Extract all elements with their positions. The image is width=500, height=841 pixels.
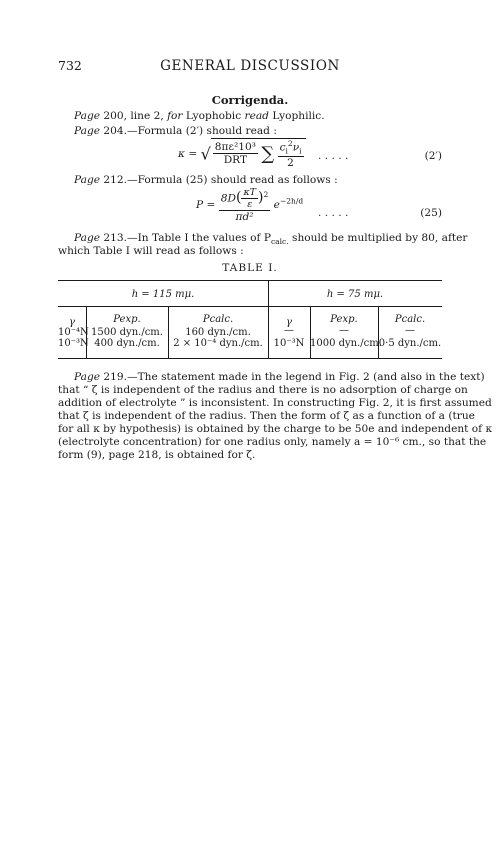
table-col-header: Pcalc. <box>202 314 234 325</box>
formula-lhs: P = <box>196 199 216 211</box>
corrigendum-page-200 <box>74 110 325 123</box>
page-word: Page <box>74 371 101 383</box>
denominator: πd² <box>235 211 254 223</box>
page-number: 732 <box>58 58 82 73</box>
corrigendum-text-end: should be multiplied by 80, after <box>288 232 468 244</box>
corrigendum-text: 204.—Formula (2′) should read : <box>103 125 277 137</box>
table-cell: 10⁻³N <box>273 338 305 349</box>
table-col-header: Pcalc. <box>394 314 426 325</box>
table-cell: 10⁻⁴N <box>58 327 89 338</box>
corrigendum-text: 219.—The statement made in the legend in Fig. 2 (and also in the text) <box>103 371 485 383</box>
formula-25-label: (25) <box>420 207 442 219</box>
wrong-word: Lyophobic <box>185 110 242 122</box>
corrigendum-page-219-line-7: form (9), page 218, is obtained for ζ. <box>58 449 256 461</box>
section-title: Corrigenda. <box>211 93 289 107</box>
table-group-header-1: h = 115 mμ. <box>131 289 195 300</box>
table-cell: — <box>284 325 294 336</box>
table-col-header: γ <box>286 317 292 328</box>
corrigendum-page-219-line-2: that “ ζ is independent of the radius and there is no adsorption of charge on <box>58 384 468 396</box>
table-group-header-2: h = 75 mμ. <box>326 289 384 300</box>
running-title: GENERAL DISCUSSION <box>160 58 340 74</box>
table-col-header: Pexp. <box>113 314 141 325</box>
formula-2-prime: κ = √ $\frac{\text{8πɛ²10³}}{\text{DRT}}$ ∑ $\frac{c_i^2\nu_i}{2}$ <box>178 138 306 169</box>
exponential: e <box>273 199 280 211</box>
for-word: for <box>167 110 183 122</box>
table-cell: 10⁻³N <box>58 338 89 349</box>
correct-word: Lyophilic. <box>272 110 325 122</box>
corrigendum-page-219-line-3: addition of electrolyte ” is inconsistent. In constructing Fig. 2, it is first assumed <box>58 397 492 409</box>
corrigendum-page-219-line-4: that ζ is independent of the radius. Then the form of ζ as a function of a (true <box>58 410 475 422</box>
table-col-header: γ <box>69 317 75 328</box>
page-word: Page <box>74 110 101 122</box>
page-word: Page <box>74 125 101 137</box>
table-caption: TABLE I. <box>222 262 278 274</box>
formula-2-prime-dots: . . . . . <box>318 150 349 162</box>
corrigendum-page-219-line-5: for all κ by hypothesis) is obtained by the charge to be 50e and independent of κ <box>58 423 493 435</box>
table-cell: 0·5 dyn./cm. <box>378 338 442 349</box>
corrigendum-page-212 <box>74 174 338 187</box>
table-cell: 1500 dyn./cm. <box>91 327 163 338</box>
corrigendum-page-204 <box>74 125 277 138</box>
formula-25: P = 8D( $\frac{\kappa T}{\varepsilon}$ )$^2$ πd² $e^{-2h/d}$ <box>196 187 304 223</box>
formula-25-dots: . . . . . <box>318 207 349 219</box>
epsilon-term: ε <box>247 199 253 210</box>
summation-symbol: ∑ <box>261 143 275 165</box>
table-cell: 160 dyn./cm. <box>185 327 251 338</box>
kt-term: κT <box>243 187 257 198</box>
numerator: 8D <box>220 192 236 205</box>
table-col-header: Pexp. <box>330 314 358 325</box>
corrigendum-text: 212.—Formula (25) should read as follows : <box>103 174 338 186</box>
table-header-rule <box>58 306 442 307</box>
table-cell: 400 dyn./cm. <box>94 338 160 349</box>
sum-denominator: 2 <box>287 156 294 169</box>
corrigendum-page-219-line-6: (electrolyte concentration) for one radius only, namely a = 10⁻⁶ cm., so that the <box>58 436 487 448</box>
sqrt-denominator: DRT <box>223 154 248 167</box>
formula-2-prime-label: (2′) <box>424 150 442 162</box>
corrigendum-page-213-line-2: which Table I will read as follows : <box>58 245 244 257</box>
sum-numerator: c <box>279 141 286 154</box>
sqrt-numerator: 8πɛ²10³ <box>214 141 256 154</box>
page-word: Page <box>74 174 101 186</box>
page-header <box>58 58 442 78</box>
subscript-calc: calc. <box>270 237 289 247</box>
formula-lhs: κ = <box>178 147 198 160</box>
table-1 <box>58 280 442 360</box>
table-cell: 2 × 10⁻⁴ dyn./cm. <box>173 338 263 349</box>
table-bottom-rule <box>58 358 442 359</box>
read-word: read <box>244 110 269 122</box>
table-top-rule <box>58 280 442 281</box>
table-cell: 1000 dyn./cm. <box>310 338 382 349</box>
table-cell: — <box>405 325 415 336</box>
table-cell: — <box>339 325 349 336</box>
corrigendum-page-219-line-1 <box>74 371 485 384</box>
corrigendum-text: 213.—In Table I the values of P <box>103 232 271 244</box>
corrigendum-text: 200, line 2, <box>103 110 168 122</box>
page-word: Page <box>74 232 101 244</box>
